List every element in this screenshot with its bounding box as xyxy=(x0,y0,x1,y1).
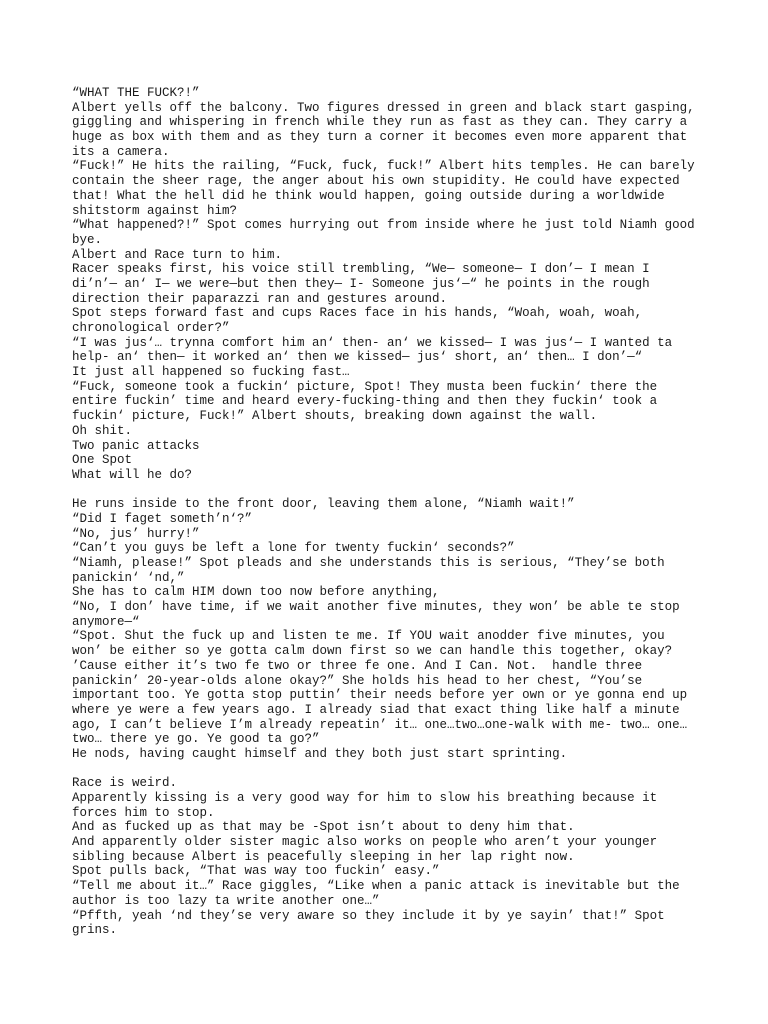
text-line: ago, I can’t believe I’m already repeatin’ it… one…two…one-walk with me- two… one… xyxy=(72,717,688,732)
text-line: Race is weird. xyxy=(72,776,178,791)
text-line: What will he do? xyxy=(72,467,193,482)
text-line: One Spot xyxy=(72,453,133,468)
text-line: giggling and whispering in french while they run as fast as they can. They carry a xyxy=(72,115,688,130)
text-line: its a camera. xyxy=(72,144,170,159)
text-line: And apparently older sister magic also works on people who aren’t your younger xyxy=(72,835,658,850)
text-line: Albert yells off the balcony. Two figures dressed in green and black start gasping, xyxy=(72,100,695,115)
text-line: Two panic attacks xyxy=(72,438,200,453)
text-line: “Did I faget someth’n‘?” xyxy=(72,511,253,526)
paragraph-gap xyxy=(72,762,702,777)
text-line: “Tell me about it…” Race giggles, “Like when a panic attack is inevitable but the xyxy=(72,879,680,894)
text-line: “No, I don’ have time, if we wait another five minutes, they won’ be able te stop xyxy=(72,600,680,615)
text-line: huge as box with them and as they turn a corner it becomes even more apparent that xyxy=(72,130,688,145)
text-line: “Can’t you guys be left a lone for twenty fuckin‘ seconds?” xyxy=(72,541,515,556)
text-line: won’ be either so ye gotta calm down first so we can handle this together, okay? xyxy=(72,644,673,659)
text-line: important too. Ye gotta stop puttin’ their needs before yer own or ye gonna end up xyxy=(72,688,688,703)
text-line: two… there ye go. Ye good ta go?” xyxy=(72,732,320,747)
text-line: entire fuckin’ time and heard every-fucking-thing and then they fuckin‘ took a xyxy=(72,394,658,409)
paragraph-gap xyxy=(72,483,702,498)
text-line: He nods, having caught himself and they both just start sprinting. xyxy=(72,746,568,761)
text-line: ’Cause either it’s two fe two or three fe one. And I Can. Not. handle three xyxy=(72,658,643,673)
text-line: contain the sheer rage, the anger about his own stupidity. He could have expected xyxy=(72,174,680,189)
text-line: fuckin‘ picture, Fuck!” Albert shouts, breaking down against the wall. xyxy=(72,409,598,424)
text-line: help- an‘ then— it worked an‘ then we kissed— jus‘ short, an‘ then… I don’—“ xyxy=(72,350,643,365)
text-line: chronological order?” xyxy=(72,321,230,335)
text-line: “I was jus‘… trynna comfort him an‘ then- an‘ we kissed— I was jus‘— I wanted ta xyxy=(72,335,673,350)
text-line: panickin‘ ‘nd,” xyxy=(72,570,185,585)
text-line: He runs inside to the front door, leaving them alone, “Niamh wait!” xyxy=(72,497,575,512)
text-line: di’n’— an‘ I— we were—but then they— I- Someone jus‘—“ he points in the rough xyxy=(72,276,650,291)
text-line: shitstorm against him? xyxy=(72,203,238,218)
text-line: where ye were a few years ago. I already siad that exact thing like half a minute xyxy=(72,702,680,717)
text-line: forces him to stop. xyxy=(72,805,215,820)
text-line: “No, jus’ hurry!” xyxy=(72,526,200,541)
text-line: Apparently kissing is a very good way for him to slow his breathing because it xyxy=(72,791,658,805)
document-body xyxy=(72,86,702,938)
text-line: “Pffth, yeah ‘nd they’se very aware so they include it by ye sayin’ that!” Spot xyxy=(72,908,665,923)
text-line: Spot pulls back, “That was way too fuckin’ easy.” xyxy=(72,864,440,879)
text-line: grins. xyxy=(72,923,118,938)
text-line: author is too lazy ta write another one…” xyxy=(72,893,380,908)
text-line: panickin’ 20-year-olds alone okay?” She holds his head to her chest, “You’se xyxy=(72,673,643,688)
text-line: “Spot. Shut the fuck up and listen te me. If YOU wait anodder five minutes, you xyxy=(72,629,665,644)
text-line: Oh shit. xyxy=(72,423,133,438)
text-line: “Fuck, someone took a fuckin‘ picture, Spot! They musta been fuckin‘ there the xyxy=(72,379,658,394)
text-line: “Fuck!” He hits the railing, “Fuck, fuck, fuck!” Albert hits temples. He can barely xyxy=(72,159,695,174)
text-line: It just all happened so fucking fast… xyxy=(72,365,350,380)
text-line: anymore—“ xyxy=(72,614,140,629)
text-line: bye. xyxy=(72,232,103,247)
text-line: And as fucked up as that may be -Spot isn’t about to deny him that. xyxy=(72,820,575,835)
text-line: “WHAT THE FUCK?!” xyxy=(72,86,200,100)
text-line: Albert and Race turn to him. xyxy=(72,247,283,262)
text-line: She has to calm HIM down too now before anything, xyxy=(72,585,440,600)
text-line: “What happened?!” Spot comes hurrying out from inside where he just told Niamh good xyxy=(72,218,695,233)
text-line: “Niamh, please!” Spot pleads and she understands this is serious, “They’se both xyxy=(72,556,665,570)
text-line: Spot steps forward fast and cups Races face in his hands, “Woah, woah, woah, xyxy=(72,306,643,321)
text-line: direction their paparazzi ran and gestures around. xyxy=(72,291,448,306)
text-line: sibling because Albert is peacefully sleeping in her lap right now. xyxy=(72,849,575,864)
text-line: Racer speaks first, his voice still trembling, “We— someone— I don’— I mean I xyxy=(72,262,650,277)
text-line: that! What the hell did he think would happen, going outside during a worldwide xyxy=(72,188,665,203)
